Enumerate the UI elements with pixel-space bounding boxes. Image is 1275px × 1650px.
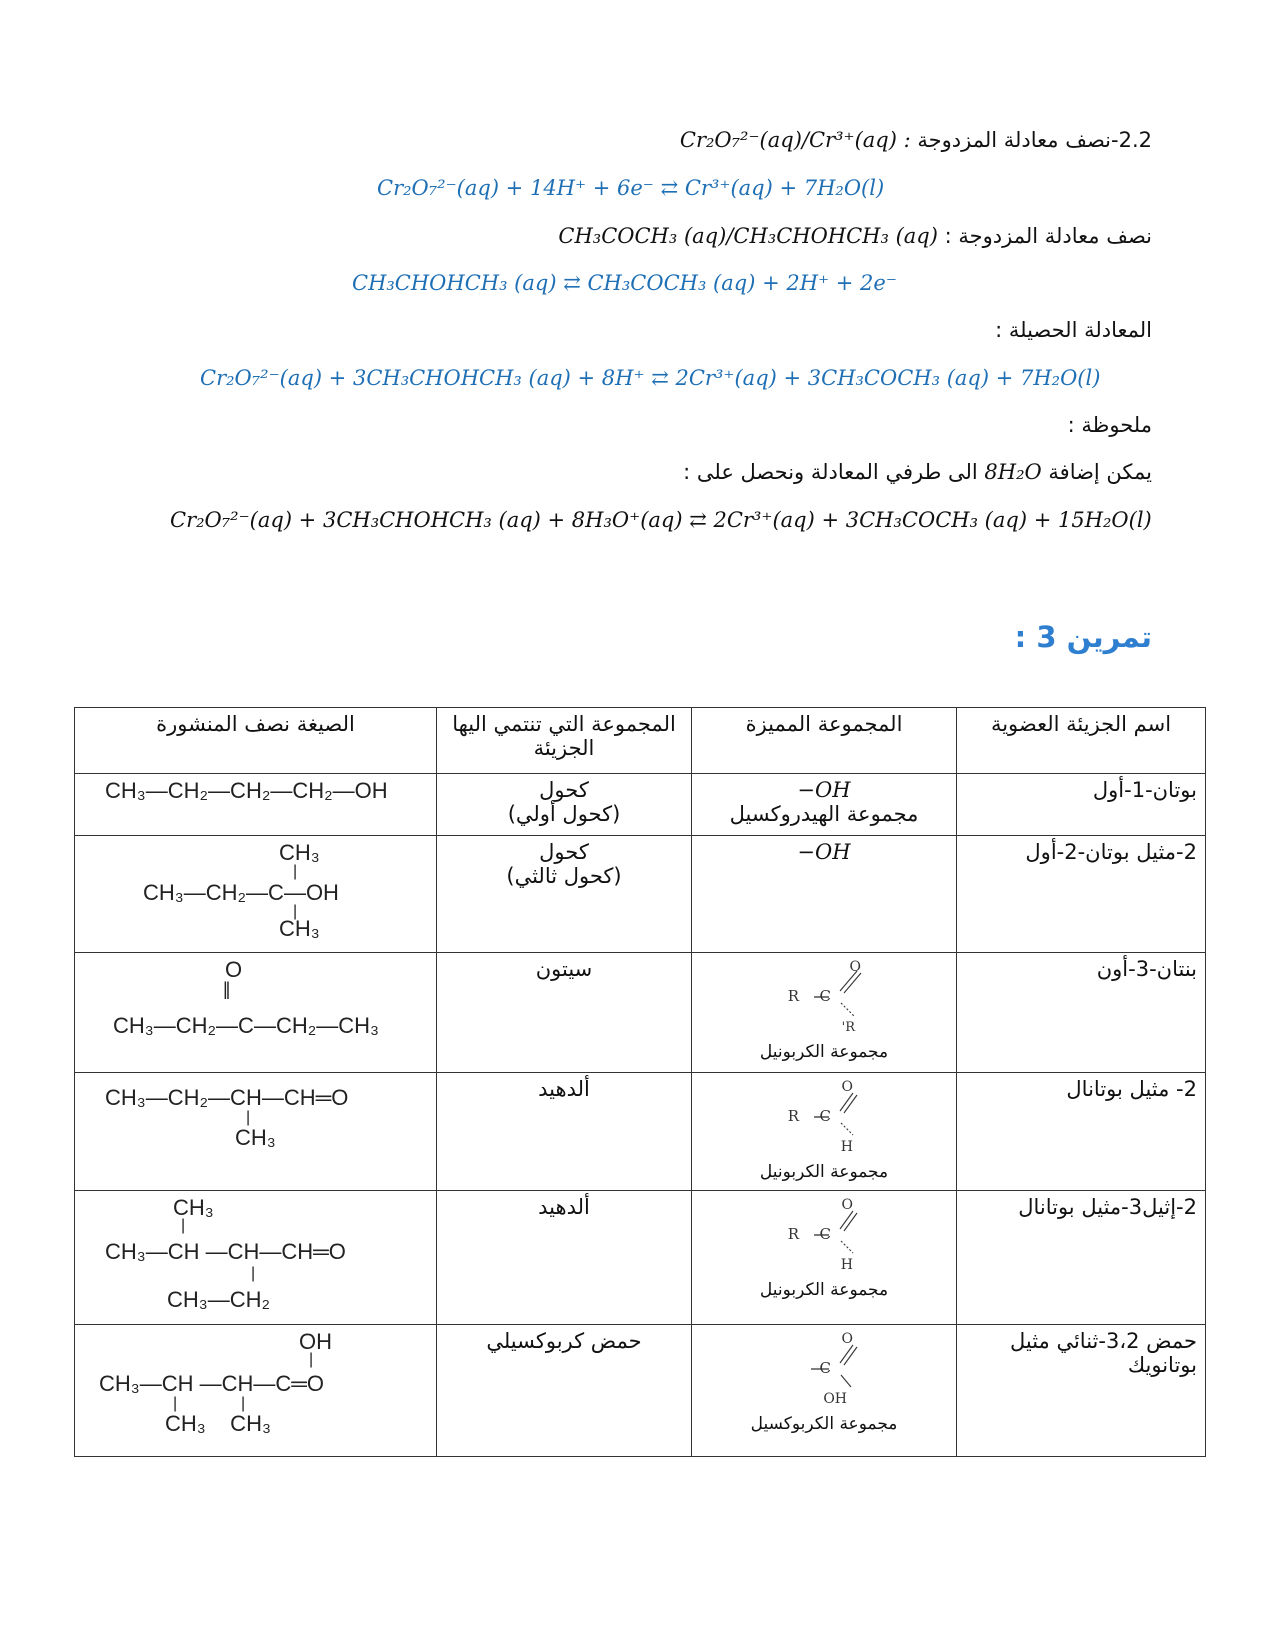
svg-text:H: H xyxy=(840,1139,853,1155)
svg-text:C: C xyxy=(819,1359,831,1377)
svg-text:C: C xyxy=(819,987,831,1005)
aldehyde-group-structure xyxy=(769,1077,879,1157)
semi-structural-formula: CH₃ | CH₃—CH —CH—CH═O | CH₃—CH₂ xyxy=(75,1191,437,1325)
svg-text:R: R xyxy=(787,1225,799,1243)
note-text: يمكن إضافة 8H₂O الى طرفي المعادلة ونحصل على : xyxy=(683,460,1152,484)
family: كحول (كحول ثالثي) xyxy=(437,836,692,953)
overall-equation: Cr₂O₇²⁻(aq) + 3CH₃CHOHCH₃ (aq) + 8H⁺ ⇄ 2Cr³⁺(aq) + 3CH₃COCH₃ (aq) + 7H₂O(l) xyxy=(200,366,1101,390)
svg-text:O: O xyxy=(841,1079,853,1095)
table-row xyxy=(75,1073,1206,1191)
final-equation: Cr₂O₇²⁻(aq) + 3CH₃CHOHCH₃ (aq) + 8H₃O⁺(aq) ⇄ 2Cr³⁺(aq) + 3CH₃COCH₃ (aq) + 15H₂O(l) xyxy=(170,508,1152,532)
ketone-group-structure xyxy=(769,957,879,1037)
table-row xyxy=(75,836,1206,953)
family: كحول (كحول أولي) xyxy=(437,774,692,836)
svg-text:O: O xyxy=(849,959,861,975)
table-row xyxy=(75,774,1206,836)
molecule-name: حمض 3،2-ثنائي مثيل بوتانويك xyxy=(957,1325,1206,1457)
semi-structural-formula: OH | CH₃—CH —CH—C═O | | CH₃ CH₃ xyxy=(75,1325,437,1457)
table-header-row xyxy=(75,708,1206,774)
svg-text:O: O xyxy=(841,1331,853,1347)
svg-text:R': R' xyxy=(841,1020,855,1035)
table-row xyxy=(75,1191,1206,1325)
family: سيتون xyxy=(437,953,692,1073)
svg-text:R: R xyxy=(787,987,799,1005)
couple-2: CH₃COCH₃ (aq)/CH₃CHOHCH₃ (aq) xyxy=(558,224,938,248)
characteristic-group: R C O R' مجموعة الكربونيل xyxy=(692,953,957,1073)
couple-1: Cr₂O₇²⁻(aq)/Cr³⁺(aq) xyxy=(679,128,897,152)
note-label: ملحوظة : xyxy=(1067,413,1152,437)
header-group: المجموعة المميزة xyxy=(692,708,957,774)
half-equation-2: CH₃CHOHCH₃ (aq) ⇄ CH₃COCH₃ (aq) + 2H⁺ + 2e⁻ xyxy=(352,271,897,295)
half-eq-label-1: 2.2-نصف معادلة المزدوجة Cr₂O₇²⁻(aq)/Cr³⁺(aq) : xyxy=(679,128,1152,152)
family: ألدهيد xyxy=(437,1073,692,1191)
svg-text:O: O xyxy=(841,1197,853,1213)
svg-text:C: C xyxy=(819,1225,831,1243)
semi-structural-formula: CH₃—CH₂—CH—CH═O | CH₃ xyxy=(75,1073,437,1191)
header-name: اسم الجزيئة العضوية xyxy=(957,708,1206,774)
molecule-name: بنتان-3-أون xyxy=(957,953,1206,1073)
characteristic-group: −OH xyxy=(692,836,957,953)
molecule-name: 2- مثيل بوتانال xyxy=(957,1073,1206,1191)
header-formula: الصيغة نصف المنشورة xyxy=(75,708,437,774)
aldehyde-group-structure xyxy=(769,1195,879,1275)
header-family: المجموعة التي تنتمي اليها الجزيئة xyxy=(437,708,692,774)
molecule-name: 2-مثيل بوتان-2-أول xyxy=(957,836,1206,953)
half-eq-label-2: نصف معادلة المزدوجة : CH₃COCH₃ (aq)/CH₃CHOHCH₃ (aq) xyxy=(558,224,1152,248)
table-row xyxy=(75,1325,1206,1457)
overall-equation-label: المعادلة الحصيلة : xyxy=(995,318,1152,342)
molecule-name: 2-إثيل3-مثيل بوتانال xyxy=(957,1191,1206,1325)
semi-structural-formula: O || CH₃—CH₂—C—CH₂—CH₃ xyxy=(75,953,437,1073)
family: ألدهيد xyxy=(437,1191,692,1325)
table-row xyxy=(75,953,1206,1073)
exercise-title: تمرين 3 : xyxy=(1014,620,1152,654)
characteristic-group: R C O H مجموعة الكربونيل xyxy=(692,1073,957,1191)
semi-structural-formula: CH₃ | CH₃—CH₂—C—OH | CH₃ xyxy=(75,836,437,953)
characteristic-group: C O OH مجموعة الكربوكسيل xyxy=(692,1325,957,1457)
svg-text:H: H xyxy=(840,1257,853,1273)
svg-text:OH: OH xyxy=(823,1391,847,1407)
half-equation-1: Cr₂O₇²⁻(aq) + 14H⁺ + 6e⁻ ⇄ Cr³⁺(aq) + 7H₂O(l) xyxy=(377,176,885,200)
characteristic-group: R C O H مجموعة الكربونيل xyxy=(692,1191,957,1325)
carboxyl-group-structure xyxy=(769,1329,879,1409)
family: حمض كربوكسيلي xyxy=(437,1325,692,1457)
molecule-name: بوتان-1-أول xyxy=(957,774,1206,836)
semi-structural-formula: CH₃—CH₂—CH₂—CH₂—OH xyxy=(75,774,437,836)
organic-molecules-table xyxy=(74,707,1206,1457)
svg-text:R: R xyxy=(787,1107,799,1125)
characteristic-group: −OH مجموعة الهيدروكسيل xyxy=(692,774,957,836)
svg-text:C: C xyxy=(819,1107,831,1125)
